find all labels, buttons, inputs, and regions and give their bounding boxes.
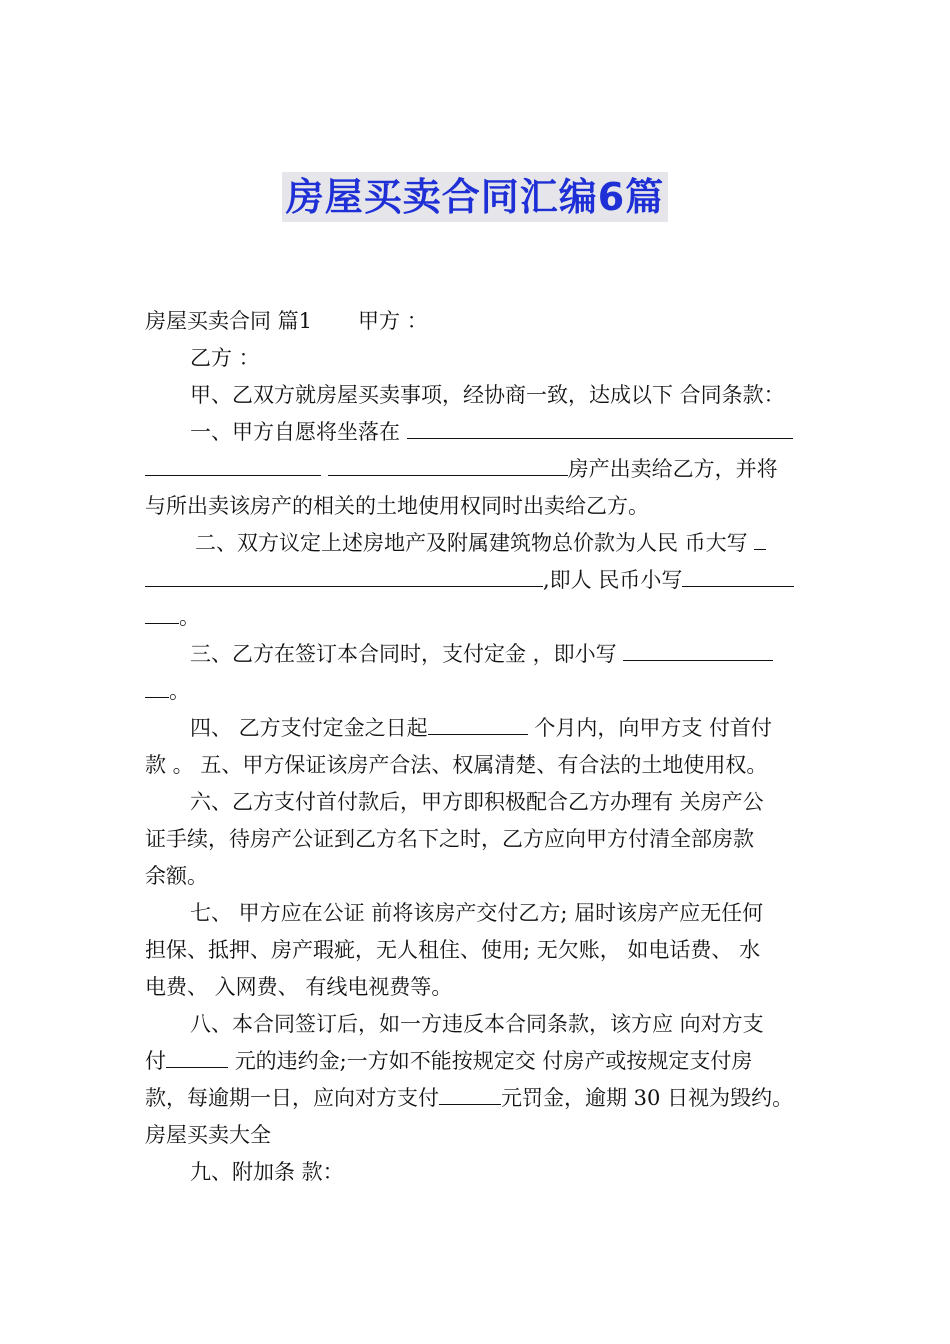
clause-8-text: 八、本合同签订后，如一方违反本合同条款，该方应 向对方支 (190, 1012, 764, 1036)
fine-blank (439, 1103, 501, 1105)
deposit-blank-2 (145, 696, 169, 698)
heading-line (145, 303, 805, 340)
clause-1-line-2 (145, 451, 805, 488)
months-blank (428, 733, 528, 735)
price-number-blank-2 (145, 622, 179, 624)
clause-1-text: 一、甲方自愿将坐落在 (190, 420, 400, 444)
clause-6-line-3 (145, 858, 805, 895)
clause-1-line (145, 414, 805, 451)
clause-7-line (145, 895, 805, 932)
clause-2-line-2 (145, 562, 805, 599)
clause-5-line (145, 747, 805, 784)
extra-line (145, 1117, 805, 1154)
contract-heading: 房屋买卖合同 篇1 (145, 309, 313, 333)
clause-8-text-2b: 元的违约金;一方如不能按规定交 付房产或按规定支付房 (234, 1049, 753, 1073)
clause-7-line-2 (145, 932, 805, 969)
clause-2-line (145, 525, 805, 562)
price-number-blank (682, 585, 794, 587)
clause-1-line-3 (145, 488, 805, 525)
clause-6-text-3: 余额。 (145, 864, 208, 888)
clause-3-text: 三、乙方在签订本合同时，支付定金 ，即小写 (190, 642, 617, 666)
clause-6-line (145, 784, 805, 821)
clause-6-text-2: 证手续，待房产公证到乙方名下之时，乙方应向甲方付清全部房款 (145, 827, 754, 851)
clause-8-text-3b: 元罚金，逾期 30 日视为毁约。 (501, 1086, 794, 1110)
clause-4-text: 四、 乙方支付定金之日起 (190, 716, 428, 740)
clause-7-text-3: 电费、 入网费、 有线电视费等。 (145, 975, 453, 999)
clause-4-line (145, 710, 805, 747)
location-blank-3 (328, 474, 568, 476)
clause-9-text: 九、附加条 款： (190, 1160, 344, 1184)
party-b-line (145, 340, 805, 377)
clause-1-text-2: 房产出卖给乙方，并将 (567, 457, 778, 481)
clause-4-text-2: 个月内，向甲方支 付首付 (534, 716, 773, 740)
clause-6-text: 六、乙方支付首付款后，甲方即积极配合乙方办理有 关房产公 (190, 790, 764, 814)
party-a-label: 甲方 ： (358, 309, 428, 333)
clause-8-line-3 (145, 1080, 805, 1117)
contract-body (145, 303, 805, 1191)
clause-2-line-3 (145, 599, 805, 636)
clause-3-line-2 (145, 673, 805, 710)
document-title: 房屋买卖合同汇编6篇 (282, 172, 668, 222)
clause-1-text-3: 与所出卖该房产的相关的土地使用权同时出卖给乙方。 (145, 494, 649, 518)
clause-9-line (145, 1154, 805, 1191)
location-blank-2 (145, 474, 321, 476)
intro-text: 甲、乙双方就房屋买卖事项，经协商一致，达成以下 合同条款： (190, 383, 785, 407)
clause-5-text: 款 。 五、甲方保证该房产合法、权属清楚、有合法的土地使用权。 (145, 753, 768, 777)
price-words-blank (754, 548, 766, 550)
clause-2-text: 二、双方议定上述房地产及附属建筑物总价款为人民 币大写 (195, 531, 748, 555)
paragraph-line (145, 377, 805, 414)
clause-7-text-2: 担保、抵押、房产瑕疵，无人租住、使用; 无欠账， 如电话费、 水 (145, 938, 761, 962)
penalty-blank (166, 1066, 228, 1068)
clause-2-end: 。 (179, 605, 200, 629)
deposit-blank (623, 659, 773, 661)
clause-7-text: 七、 甲方应在公证 前将该房产交付乙方; 届时该房产应无任何 (190, 901, 764, 925)
clause-8-text-2a: 付 (145, 1049, 166, 1073)
clause-8-line (145, 1006, 805, 1043)
clause-8-line-2 (145, 1043, 805, 1080)
location-blank (407, 437, 793, 439)
title-container (0, 172, 950, 222)
clause-3-end: 。 (169, 679, 190, 703)
clause-6-line-2 (145, 821, 805, 858)
extra-text: 房屋买卖大全 (145, 1123, 271, 1147)
clause-3-line (145, 636, 805, 673)
clause-8-text-3a: 款，每逾期一日，应向对方支付 (145, 1086, 439, 1110)
clause-2-text-2: ,即人 民币小写 (543, 568, 683, 592)
party-b-label: 乙方 ： (190, 346, 260, 370)
price-words-blank-2 (145, 585, 543, 587)
clause-7-line-3 (145, 969, 805, 1006)
